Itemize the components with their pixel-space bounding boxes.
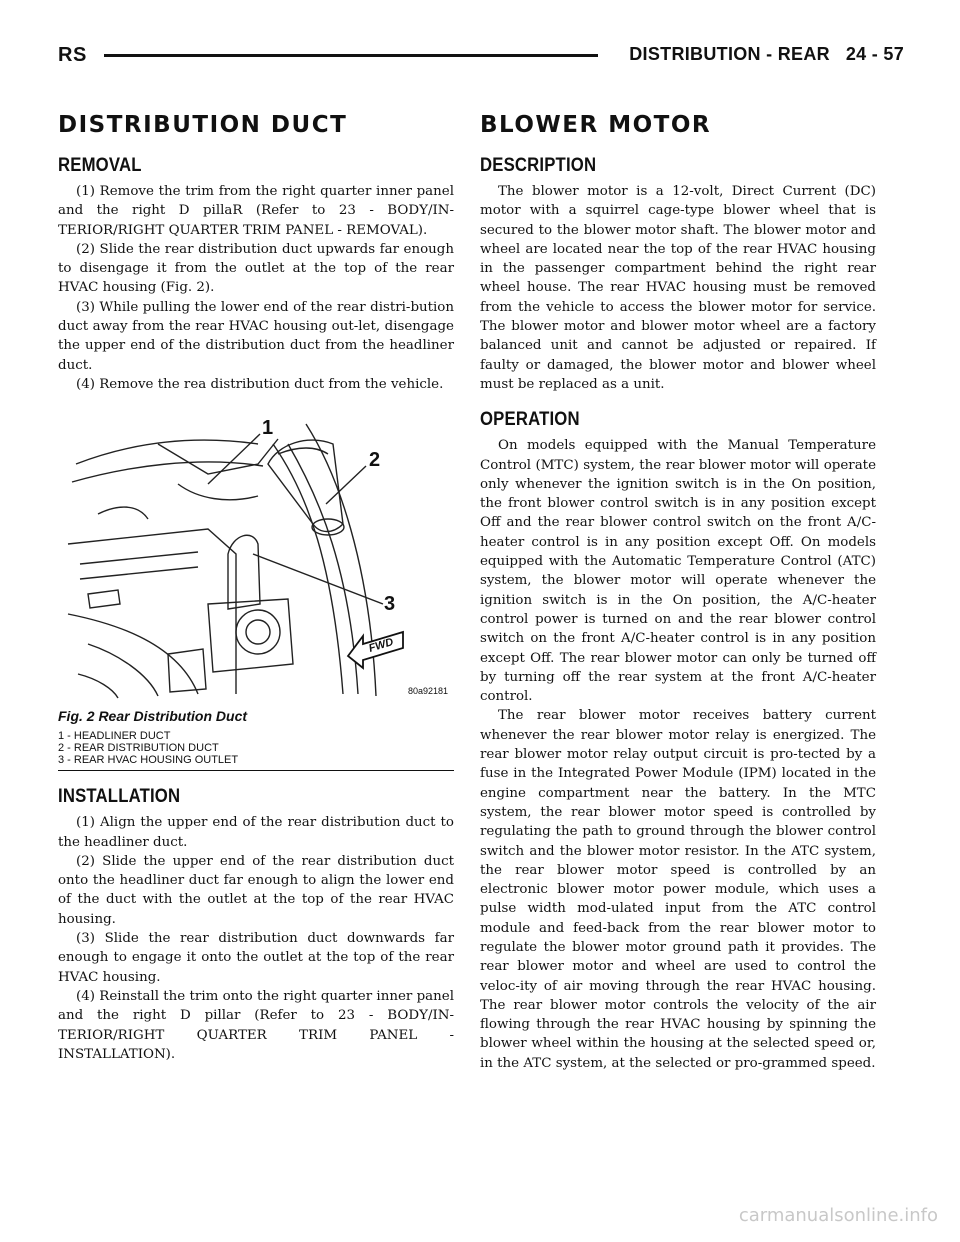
section-gap (480, 394, 876, 408)
header-section-page (629, 44, 904, 65)
watermark: carmanualsonline.info (738, 1205, 938, 1226)
rear-distribution-duct-figure (58, 404, 454, 704)
removal-step-4: (4) Remove the rea distribution duct from the vehicle. (76, 376, 444, 392)
header-rule (104, 54, 598, 57)
operation-paragraph-1: On models equipped with the Manual Temperature Control (MTC) system, the rear blower motor will operate only whenever the ignition switch is in the On position, the front blower control switch is in any position except Off and the rear blower control switch on the front A/C-heater control is in any position except Off. On models equipped with the Automatic Temperature Control (ATC) system, the blower motor will operate whenever the ignition switch is in the On position, the A/C-heater control power is turned on and the rear blower control switch on the front A/C-heater control is in any position except Off. The rear blower motor can only be turned off by turning off the rear system at the front A/C-heater control. (480, 438, 876, 705)
operation-paragraph-2: The rear blower motor receives battery current whenever the rear blower motor relay is energized. The rear blower motor relay output circuit is pro-tected by a fuse in the Integrated Power Module (IPM) located in the engine compartment near the battery. In the MTC system, the rear blower motor speed is controlled by regulating the path to ground through the blower control switch and the blower motor resistor. In the ATC system, the rear blower motor speed is controlled by an electronic blower motor power module, which uses a pulse width mod-ulated input from the ATC control module and feed-back from the rear blower motor to regulate the blower motor ground path it provides. The rear blower motor and wheel are used to control the veloc-ity of air moving through the rear HVAC housing. The rear blower motor controls the velocity of the air flowing through the rear HVAC housing by spinning the blower wheel within the housing at the selected speed or, in the ATC system, at the selected or pro-grammed speed. (480, 708, 876, 1071)
fwd-label: FWD (367, 636, 395, 656)
removal-step-1: (1) Remove the trim from the right quarter inner panel and the right D pillaR (Refer to 23 - BODY/IN-TERIOR/RIGHT QUARTER TRIM PANEL - REMOVAL). (58, 184, 454, 238)
header-code: RS (58, 44, 87, 66)
removal-heading: REMOVAL (58, 155, 142, 176)
removal-step-2: (2) Slide the rear distribution duct upwards far enough to disengage it from the outlet at the top of the rear HVAC housing (Fig. 2). (58, 241, 454, 296)
callout-1: 1 (262, 417, 274, 440)
figure-caption: Fig. 2 Rear Distribution Duct (58, 708, 248, 725)
installation-step-1: (1) Align the upper end of the rear distribution duct to the headliner duct. (58, 815, 454, 850)
installation-heading: INSTALLATION (58, 786, 181, 808)
right-column (480, 108, 876, 1073)
header-section: DISTRIBUTION - REAR (629, 44, 830, 64)
figure-divider (58, 770, 454, 771)
distribution-duct-title: DISTRIBUTION DUCT (58, 112, 348, 138)
duct-illustration (58, 404, 454, 704)
callout-2: 2 (369, 449, 381, 472)
figure-legend (58, 730, 454, 766)
page-header (58, 44, 904, 70)
legend-item-2: 2 - REAR DISTRIBUTION DUCT (58, 742, 219, 755)
left-column (58, 108, 454, 1064)
callout-3: 3 (384, 593, 396, 616)
description-heading: DESCRIPTION (480, 155, 597, 176)
blower-motor-title: BLOWER MOTOR (480, 112, 712, 138)
fwd-arrow-icon (348, 632, 403, 668)
removal-step-3: (3) While pulling the lower end of the rear distri-bution duct away from the rear HVAC housing out-let, disengage the upper end of the distribution duct from the headliner duct. (58, 299, 454, 373)
header-page-number: 24 - 57 (845, 44, 904, 64)
description-paragraph: The blower motor is a 12-volt, Direct Current (DC) motor with a squirrel cage-type blower wheel that is secured to the blower motor shaft. The blower motor and wheel are located near the top of the rear HVAC housing in the passenger compartment behind the right rear wheel house. The rear HVAC housing must be removed from the vehicle to access the blower motor for service. The blower motor and blower motor wheel are a factory balanced unit and cannot be adjusted or repaired. If faulty or damaged, the blower motor and blower wheel must be replaced as a unit. (480, 184, 876, 392)
legend-item-1: 1 - HEADLINER DUCT (58, 730, 171, 743)
figure-code: 80a92181 (408, 686, 449, 697)
operation-heading: OPERATION (480, 409, 580, 431)
installation-step-2: (2) Slide the upper end of the rear distribution duct onto the headliner duct far enough to align the lower end of the duct with the outlet at the top of the rear HVAC housing. (58, 853, 454, 927)
installation-step-4: (4) Reinstall the trim onto the right quarter inner panel and the right D pillar (Refer to 23 - BODY/IN-TERIOR/RIGHT QUARTER TRIM PANEL - INSTALLATION). (58, 988, 454, 1062)
installation-step-3: (3) Slide the rear distribution duct downwards far enough to engage it onto the outlet at the top of the rear HVAC housing. (58, 931, 454, 985)
legend-item-3: 3 - REAR HVAC HOUSING OUTLET (58, 754, 239, 767)
